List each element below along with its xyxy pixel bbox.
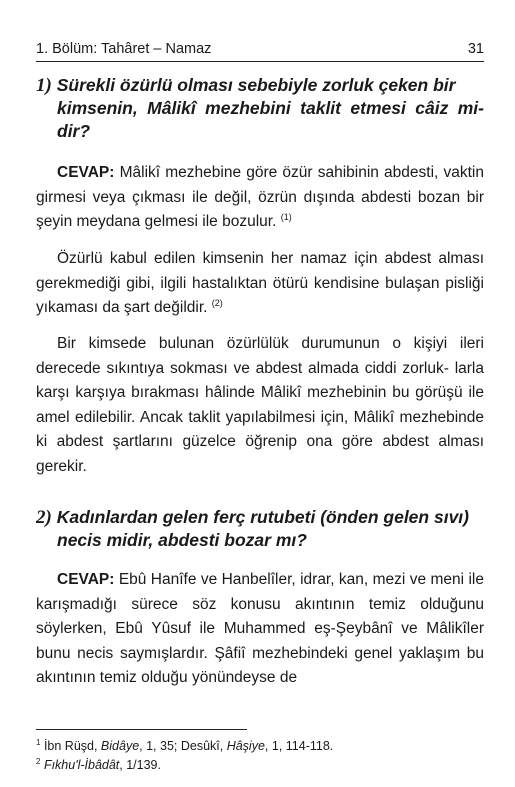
paragraph-2-text: Özürlü kabul edilen kimsenin her namaz için abdest alması gerekmediği gibi, ilgili hastalıktan ötürü kendisine bulaşan pisliği yıkaması da şart değildir. — [36, 250, 484, 316]
footnote-separator — [36, 729, 247, 730]
footnote-2-post: , 1/139. — [119, 758, 161, 772]
question-2 — [36, 506, 484, 552]
question-2-rest: necis midir, abdesti bozar mı? — [57, 530, 307, 550]
footnote-1-work2: Hâşiye — [226, 739, 265, 753]
footnote-1-work1: Bidâye — [100, 739, 140, 753]
chapter-title: 1. Bölüm: Tahâret – Namaz — [36, 41, 212, 57]
answer-label-2: CEVAP: — [57, 571, 115, 588]
footnote-2 — [36, 757, 161, 774]
footnote-1-mark: 1 — [36, 738, 41, 747]
paragraph-3 — [36, 332, 484, 479]
footnote-2-work: Fıkhu'l-İbâdât — [43, 758, 120, 772]
footnote-1-pre: İbn Rüşd, — [43, 739, 101, 753]
footnote-1-mid: , 1, 35; Desûkî, — [139, 739, 227, 753]
paragraph-2 — [36, 247, 484, 321]
question-1 — [36, 74, 484, 143]
question-2-line1: Kadınlardan gelen ferç rutubeti (önden gelen sıvı) — [56, 507, 469, 527]
question-2-number: 2) — [36, 507, 52, 528]
footnote-ref-2: (2) — [211, 298, 223, 308]
footnote-2-mark: 2 — [36, 757, 41, 766]
page-number: 31 — [467, 41, 484, 57]
footnote-ref-1: (1) — [280, 212, 292, 222]
footnote-1-post: , 1, 114-118. — [264, 739, 334, 753]
question-1-line1: Sürekli özürlü olması sebebiyle zorluk çeken bir — [56, 75, 456, 95]
paragraph-1 — [36, 161, 484, 235]
paragraph-4-text: Ebû Hanîfe ve Hanbelîler, idrar, kan, mezi ve meni ile karışmadığı sürece söz konusu akıntının temiz olduğunu söylerken, Ebû Yûsuf ile Muhammed eş-Şeybânî ve Mâlikîler bunu necis saymışlardır. Şâfiî mezhebindeki genel yaklaşım bu akıntının temiz olduğu yönündeyse de — [36, 571, 484, 686]
question-1-number: 1) — [36, 75, 52, 96]
footnote-1 — [36, 738, 333, 755]
paragraph-4 — [36, 568, 484, 691]
paragraph-1-text: Mâlikî mezhebine göre özür sahibinin abdesti, vaktin girmesi veya çıkması ile değil, özrün dışında abdesti bozan bir şeyin meydana gelmesi ile bozulur. — [36, 164, 485, 230]
running-header — [36, 37, 484, 62]
answer-label-1: CEVAP: — [57, 164, 115, 181]
paragraph-3-text: Bir kimsede bulunan özürlülük durumunun o kişiyi ileri derecede sıkıntıya sokması ve abdest almada ciddi zorluk- larla karşı karşıya bırakması hâlinde Mâlikî mezhebinin bu görüşü ile amel edilebilir. Ancak taklit yapılabilmesi için, Mâlikî mezhebinde ki abdest şartlarını güzelce öğrenip ona göre abdest alması gerekir. — [36, 335, 484, 475]
question-1-rest: kimsenin, Mâlikî mezhebini taklit etmesi câiz mi- dir? — [57, 98, 484, 141]
